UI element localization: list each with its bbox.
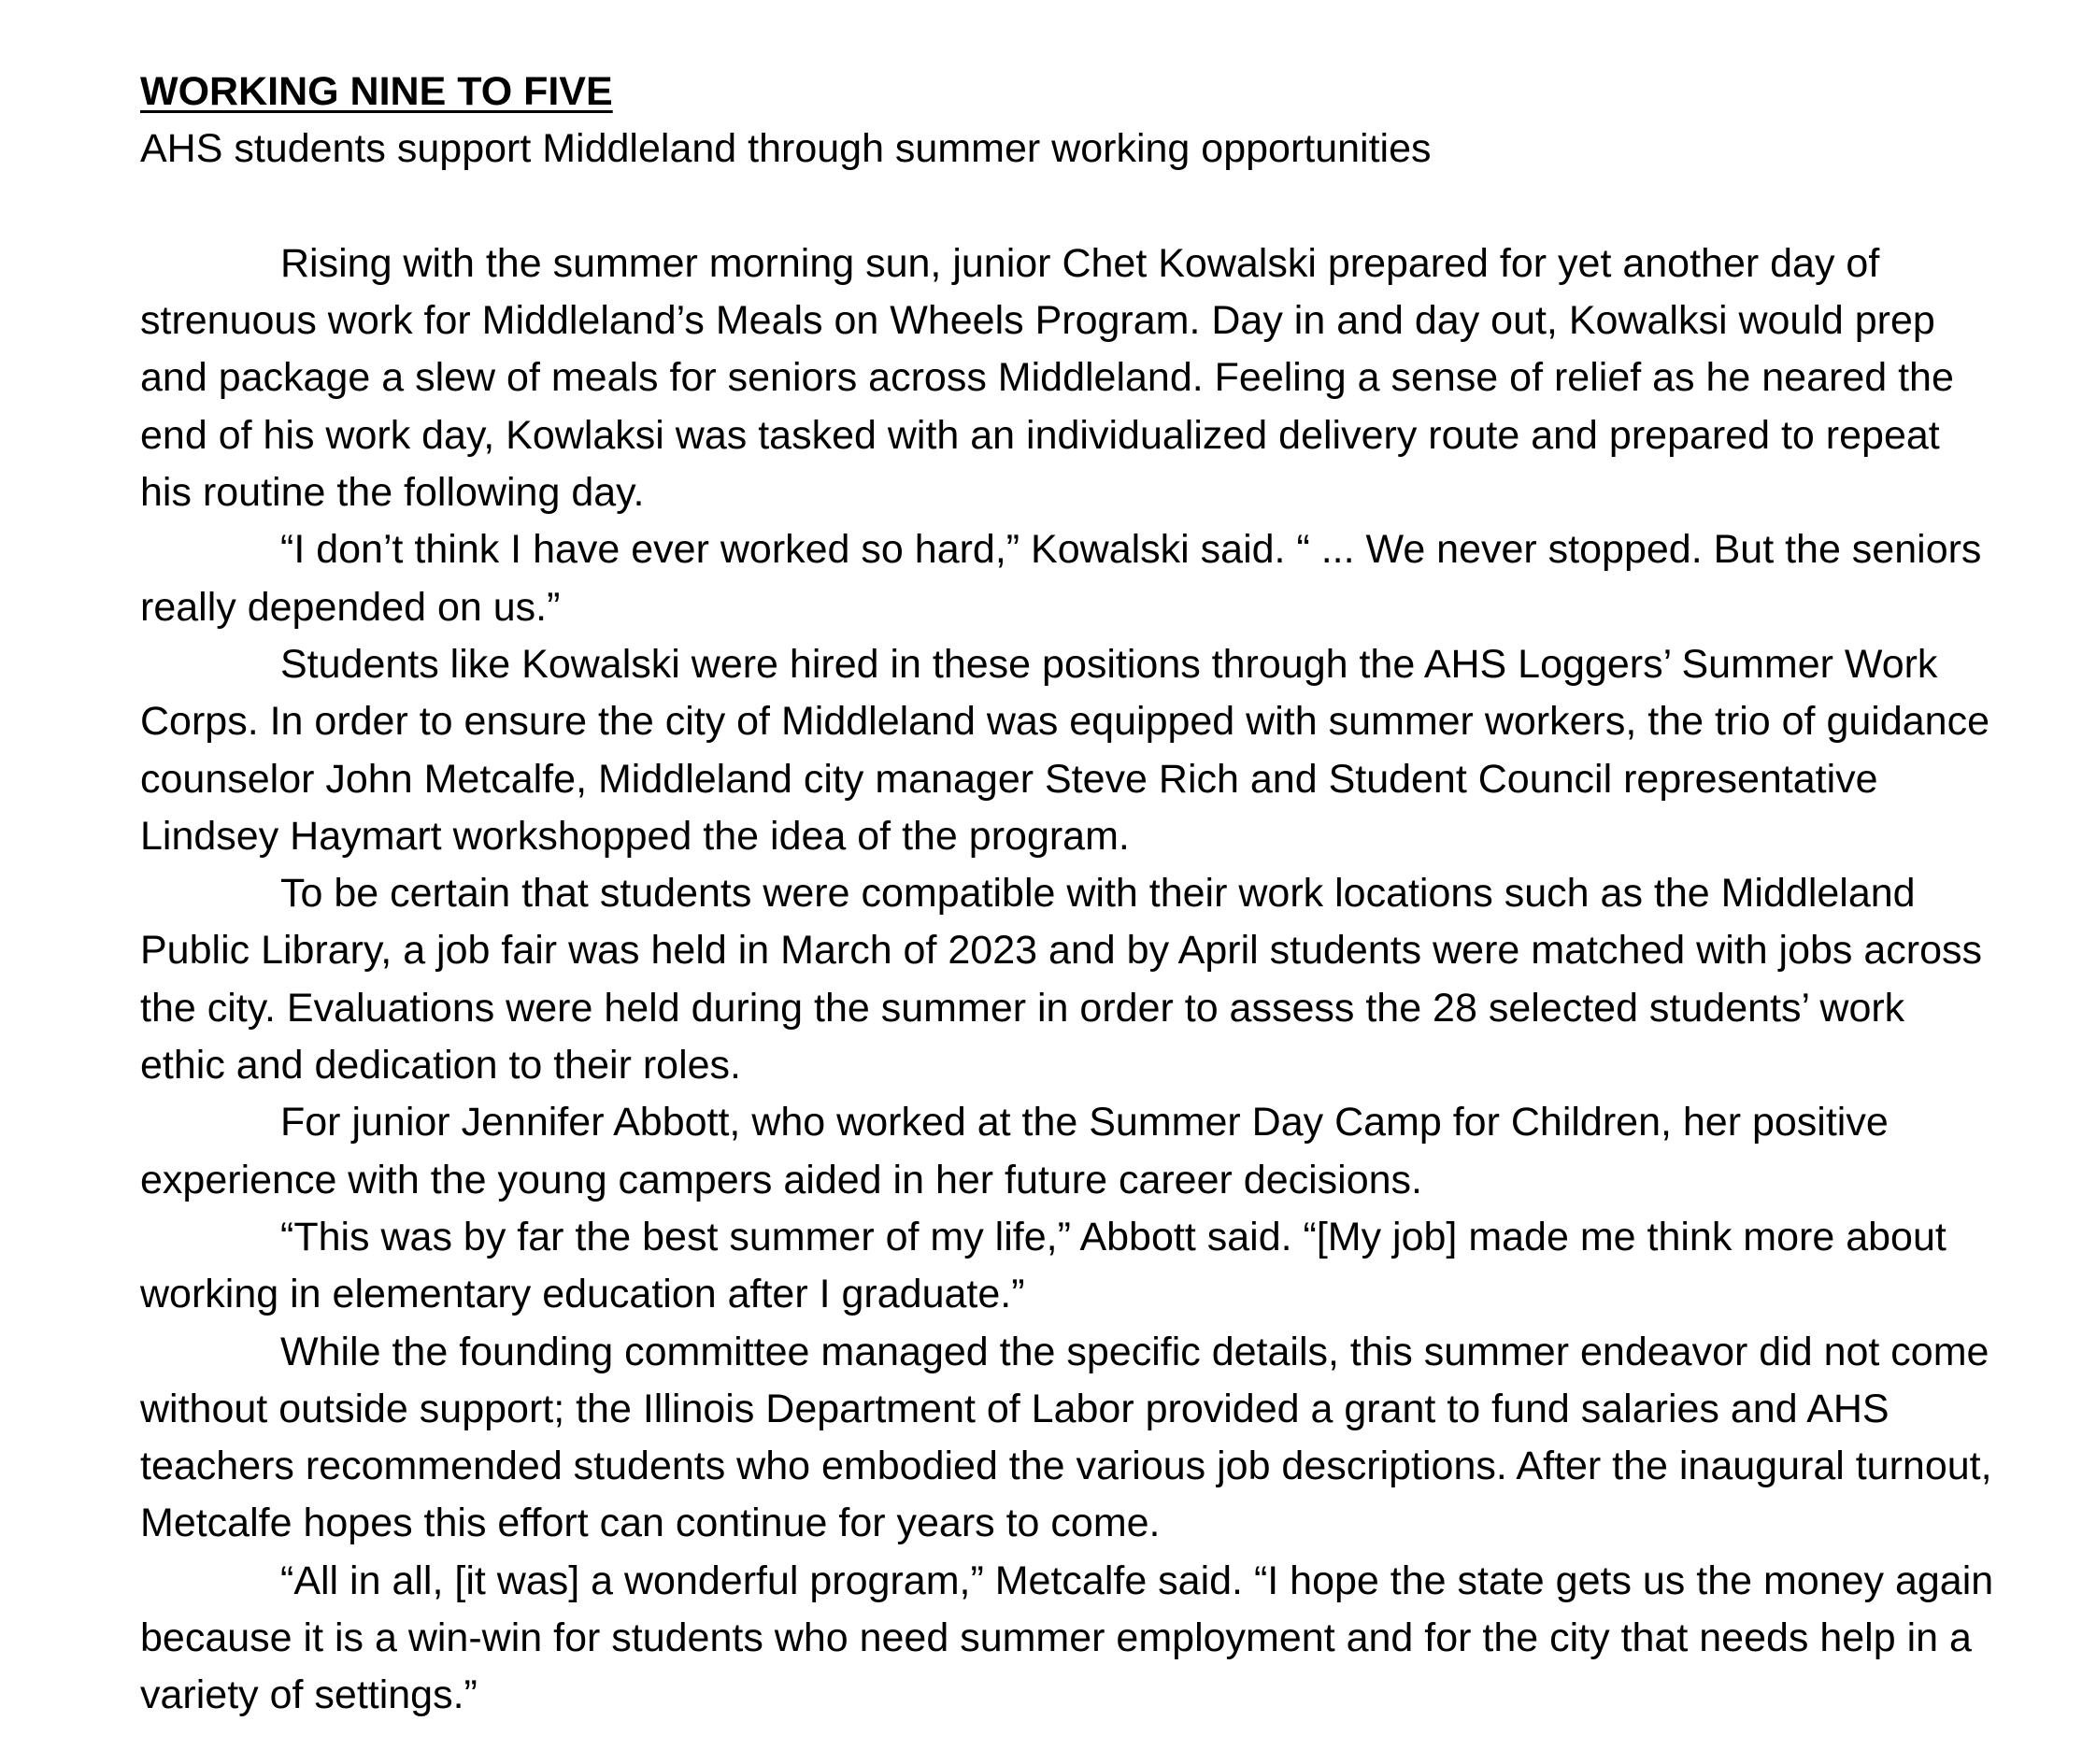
paragraph: “All in all, [it was] a wonderful program,” Metcalfe said. “I hope the state gets us the money again because it is a win-win for students who need summer employment and for the city that needs help in a variety of settings.” <box>140 1558 1994 1718</box>
article-body <box>140 235 2000 1725</box>
article-subheadline: AHS students support Middleland through summer working opportunities <box>140 126 1432 172</box>
paragraph: “This was by far the best summer of my life,” Abbott said. “[My job] made me think more about working in elementary education after I graduate.” <box>140 1214 1947 1317</box>
paragraph: “I don’t think I have ever worked so hard,” Kowalski said. “ ... We never stopped. But the seniors really depended on us.” <box>140 527 1982 630</box>
paragraph: While the founding committee managed the specific details, this summer endeavor did not come without outside support; the Illinois Department of Labor provided a grant to fund salaries and AHS teachers recommended students who embodied the various job descriptions. After the inaugural turnout, Metcalfe hopes this effort can continue for years to come. <box>140 1329 1992 1546</box>
paragraph: Rising with the summer morning sun, junior Chet Kowalski prepared for yet another day of strenuous work for Middleland’s Meals on Wheels Program. Day in and day out, Kowalksi would prep and package a slew of meals for seniors across Middleland. Feeling a sense of relief as he neared the end of his work day, Kowlaksi was tasked with an individualized delivery route and prepared to repeat his routine the following day. <box>140 240 1954 516</box>
article-headline: WORKING NINE TO FIVE <box>140 69 613 114</box>
paragraph: To be certain that students were compatible with their work locations such as the Middleland Public Library, a job fair was held in March of 2023 and by April students were matched with jobs across the city. Evaluations were held during the summer in order to assess the 28 selected students’ work ethic and dedication to their roles. <box>140 871 1983 1088</box>
paragraph: For junior Jennifer Abbott, who worked at the Summer Day Camp for Children, her positive experience with the young campers aided in her future career decisions. <box>140 1100 1889 1202</box>
spacer <box>140 178 2000 235</box>
document-page <box>140 64 2000 1725</box>
paragraph: Students like Kowalski were hired in these positions through the AHS Loggers’ Summer Work Corps. In order to ensure the city of Middleland was equipped with summer workers, the trio of guidance counselor John Metcalfe, Middleland city manager Steve Rich and Student Council representative Lindsey Haymart workshopped the idea of the program. <box>140 641 1989 859</box>
